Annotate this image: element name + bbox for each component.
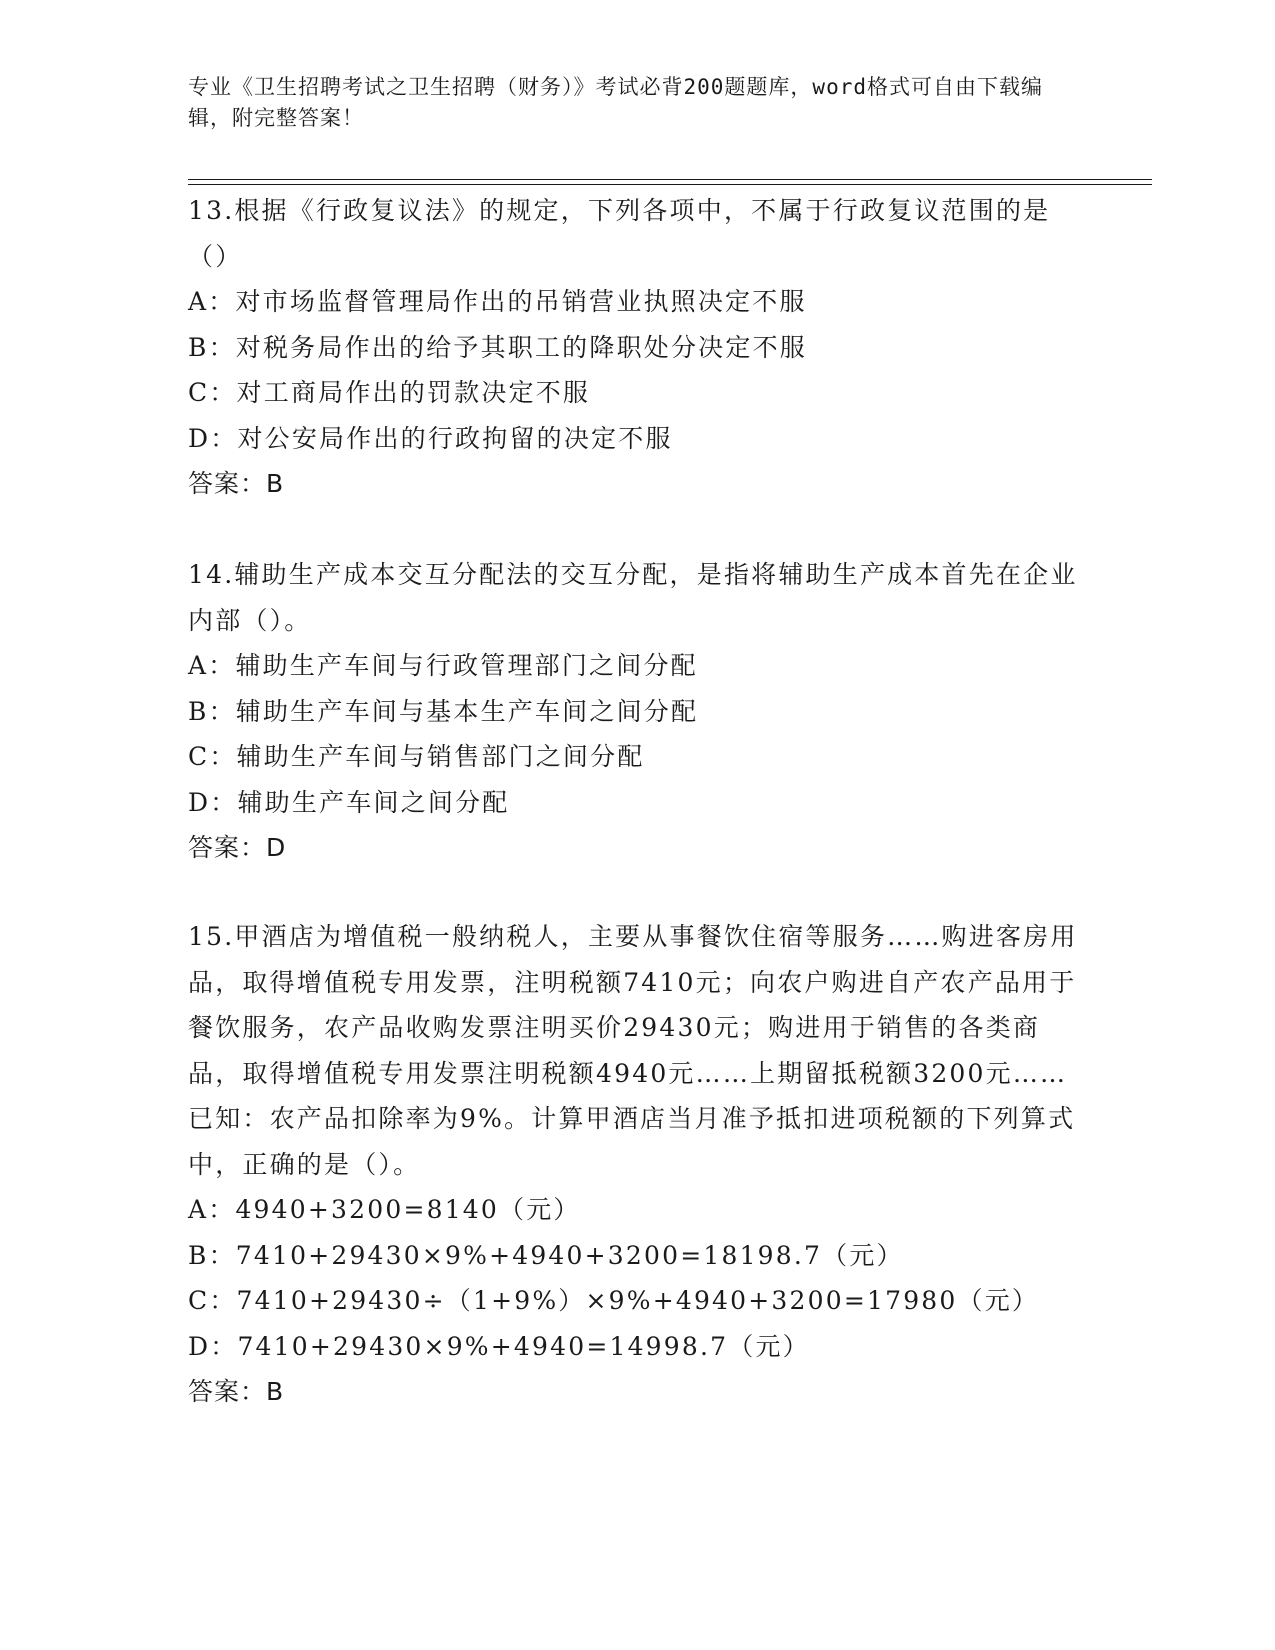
header-divider-top: [188, 179, 1152, 180]
question-14: [188, 552, 1088, 871]
answer-label: 答案：B: [188, 469, 285, 498]
question-stem: 13.根据《行政复议法》的规定，下列各项中，不属于行政复议范围的是（）: [188, 196, 1051, 271]
option-b: B：辅助生产车间与基本生产车间之间分配: [188, 696, 699, 726]
option-a: A：对市场监督管理局作出的吊销营业执照决定不服: [188, 287, 807, 316]
document-header: 专业《卫生招聘考试之卫生招聘（财务）》考试必背200题题库，word格式可自由下载编辑，附完整答案！: [188, 75, 1043, 130]
option-a: A：辅助生产车间与行政管理部门之间分配: [188, 651, 698, 680]
answer-label: 答案：B: [188, 1377, 285, 1406]
option-d: D：辅助生产车间之间分配: [188, 787, 510, 817]
option-d: D：对公安局作出的行政拘留的决定不服: [188, 423, 673, 453]
option-a: A：4940+3200=8140（元）: [188, 1195, 581, 1224]
question-15: [188, 914, 1088, 1415]
question-stem: 15.甲酒店为增值税一般纳税人，主要从事餐饮住宿等服务……购进客房用品，取得增值税专用发票，注明税额7410元；向农户购进自产农产品用于餐饮服务，农产品收购发票注明买价29430元；购进用于销售的各类商品，取得增值税专用发票注明税额4940元……上期留抵税额3200元……已知：农产品扣除率为9%。计算甲酒店当月准予抵扣进项税额的下列算式中，正确的是（）。: [188, 922, 1078, 1179]
header-divider-bottom: [188, 184, 1152, 185]
option-c: C：辅助生产车间与销售部门之间分配: [188, 742, 645, 771]
option-c: C：对工商局作出的罚款决定不服: [188, 378, 591, 407]
option-c: C：7410+29430÷（1+9%）×9%+4940+3200=17980（元）: [188, 1286, 1040, 1315]
question-13: [188, 188, 1088, 507]
option-b: B：对税务局作出的给予其职工的降职处分决定不服: [188, 332, 807, 362]
question-stem: 14.辅助生产成本交互分配法的交互分配，是指将辅助生产成本首先在企业内部（）。: [188, 560, 1078, 635]
option-d: D：7410+29430×9%+4940=14998.7（元）: [188, 1331, 810, 1361]
answer-label: 答案：D: [188, 833, 287, 862]
option-b: B：7410+29430×9%+4940+3200=18198.7（元）: [188, 1240, 904, 1270]
